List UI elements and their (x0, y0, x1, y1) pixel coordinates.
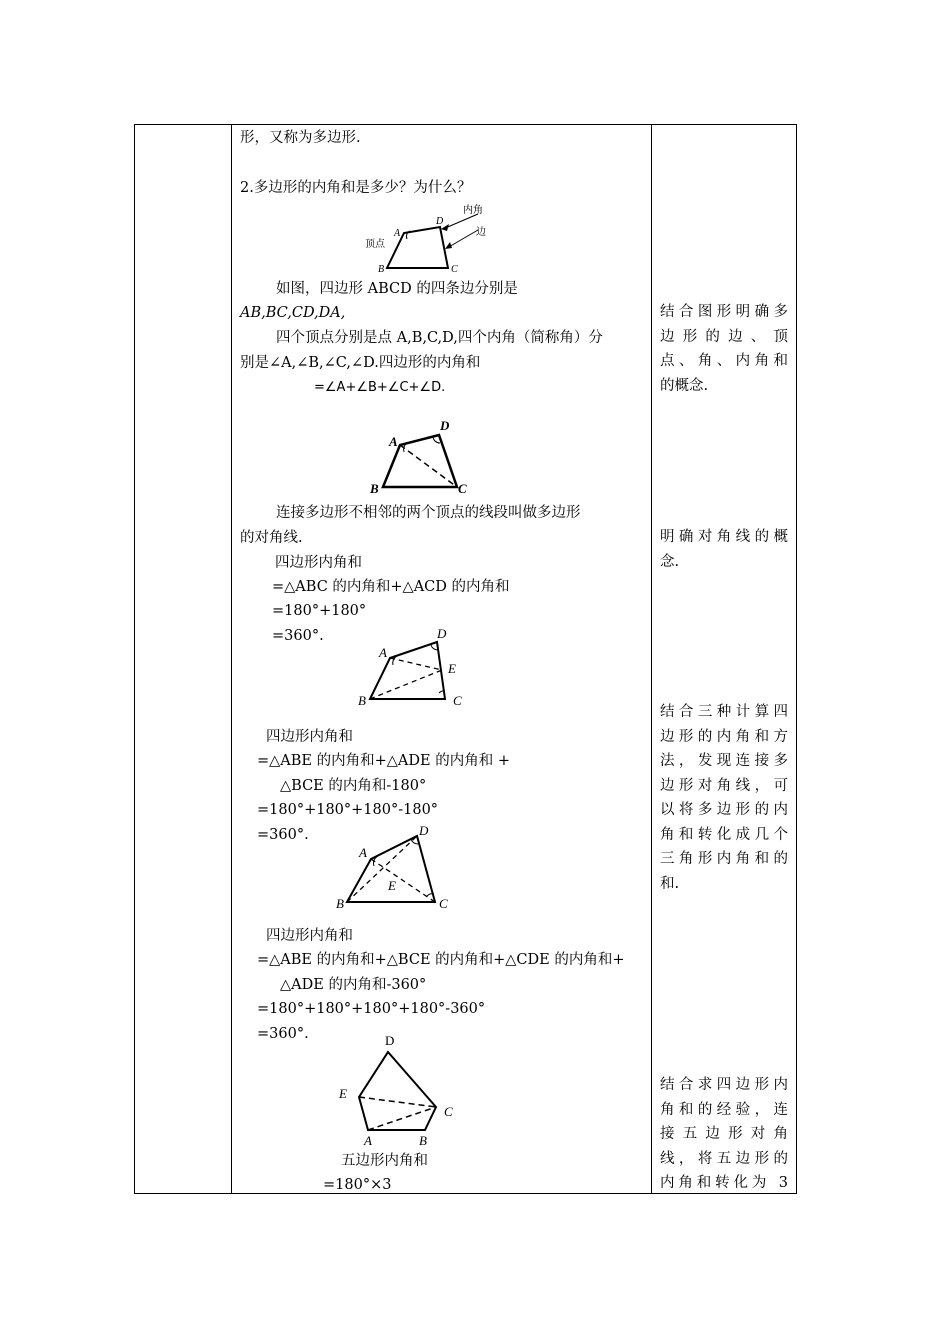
vertex-D: D (385, 1033, 395, 1048)
vertex-A: A (379, 645, 387, 660)
vertex-B: B (336, 896, 344, 911)
point-E: E (388, 878, 396, 893)
quadrilateral-figure-labeled (350, 200, 500, 275)
pentagon-figure (330, 1030, 465, 1148)
text-line: =180°+180°+180°+180°-360° (257, 1001, 486, 1017)
text-line: =180°×3 (323, 1177, 392, 1193)
point-E: E (448, 661, 456, 676)
text-line: 四边形内角和 (275, 555, 362, 571)
quadrilateral-figure-diagonal (365, 415, 480, 496)
text-line: =360°. (257, 827, 309, 843)
vertex-A: A (389, 434, 398, 449)
text-line: =180°+180°+180°-180° (257, 802, 439, 818)
note-methods: 结合三种计算四 边形的内角和方 法，发现连接多 边形对角线，可 以将多边形的内 角和转化成几个 三角形内角和的 和. (660, 704, 788, 892)
text-line: 四边形内角和 (266, 729, 353, 745)
text-line: =△ABC 的内角和+△ACD 的内角和 (272, 579, 510, 595)
text-line: 别是∠A,∠B,∠C,∠D.四边形的内角和 (240, 355, 481, 371)
text-line: =180°+180° (272, 603, 367, 619)
text-line: △BCE 的内角和-180° (280, 778, 427, 794)
text-line: =△ABE 的内角和+△ADE 的内角和 + (257, 753, 510, 769)
text-line: 形，又称为多边形. (240, 130, 361, 146)
vertex-E: E (339, 1086, 347, 1101)
vertex-C: C (453, 693, 462, 708)
vertex-C: C (458, 481, 467, 496)
vertex-D: D (437, 626, 447, 641)
label-vertex: 顶点 (365, 239, 385, 250)
label-side: 边 (476, 227, 486, 238)
text-line: 的对角线. (240, 530, 303, 546)
vertex-B: B (378, 264, 385, 275)
text-line: 四边形内角和 (266, 928, 353, 944)
text-line: AB,BC,CD,DA, (240, 305, 346, 321)
text-line: 如图，四边形 ABCD 的四条边分别是 (276, 281, 518, 297)
vertex-D: D (436, 216, 444, 227)
note-pentagon: 结合求四边形内 角和的经验，连 接五边形对角 线，将五边形的 内角和转化为 3 (660, 1077, 788, 1191)
vertex-D: D (440, 418, 450, 433)
quadrilateral-figure-point-on-side (355, 625, 470, 708)
quadrilateral-figure-inner-point (333, 822, 463, 911)
vertex-C: C (444, 1104, 453, 1119)
formula-line: =∠A+∠B+∠C+∠D. (314, 380, 446, 395)
note-diagonal: 明确对角线的概 念. (660, 529, 788, 570)
column-divider-1 (231, 125, 232, 1193)
vertex-A: A (364, 1133, 372, 1148)
text-line: =△ABE 的内角和+△BCE 的内角和+△CDE 的内角和+ (257, 952, 625, 968)
vertex-A: A (359, 845, 367, 860)
note-concepts: 结合图形明确多 边形的边、顶 点、角、内角和 的概念. (660, 304, 788, 394)
vertex-D: D (419, 823, 429, 838)
column-divider-2 (651, 125, 652, 1193)
text-line: =360°. (257, 1026, 309, 1042)
text-line: △ADE 的内角和-360° (280, 977, 427, 993)
vertex-A: A (394, 228, 401, 239)
vertex-C: C (439, 896, 448, 911)
label-inner-angle: 内角 (463, 205, 483, 216)
text-line: 五边形内角和 (341, 1153, 428, 1169)
vertex-C: C (451, 264, 458, 275)
question-2: 2.多边形的内角和是多少？为什么？ (240, 180, 472, 196)
vertex-B: B (419, 1133, 427, 1148)
text-line: 四个顶点分别是点 A,B,C,D,四个内角（简称角）分 (276, 330, 603, 346)
text-line: =360°. (272, 628, 324, 644)
vertex-B: B (358, 693, 366, 708)
vertex-B: B (370, 481, 379, 496)
text-line: 连接多边形不相邻的两个顶点的线段叫做多边形 (276, 505, 581, 521)
